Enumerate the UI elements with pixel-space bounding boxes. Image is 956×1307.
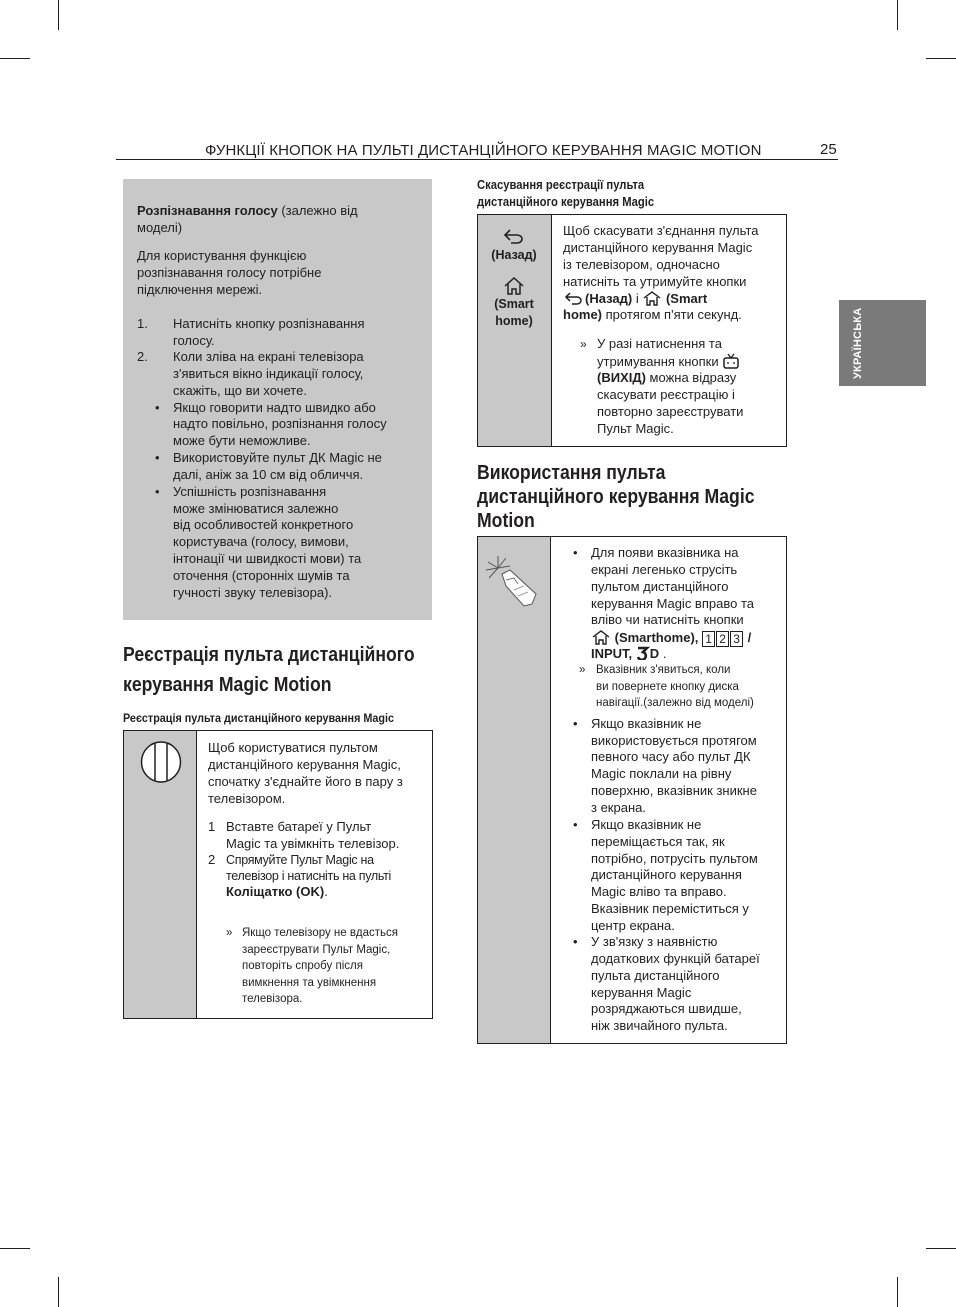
voice-bullet2: Використовуйте пульт ДК Magic не [173,450,382,465]
voice-bullet3: може змінюватися залежно [173,501,339,516]
usage-bullet4: керування Magic [591,985,692,1000]
usage-bullet4: додаткових функцій батареї [591,951,760,966]
usage-bullet3: переміщається так, як [591,834,725,849]
cancel-note: утримування кнопки [597,353,740,371]
usage-note: Вказівник з'явиться, коли [596,664,731,676]
voice-intro: підключення мережі. [137,282,263,297]
back-icon [563,291,585,305]
usage-bullet3: Вказівник переміститься у [591,901,749,916]
voice-bullet1: Якщо говорити надто швидко або [173,400,376,415]
bullet: • [155,484,160,499]
usage-heading: дистанційного керування Magic [477,485,755,508]
cancel-desc: Щоб скасувати з'єднання пульта [563,223,759,238]
usage-bullet1: керування Magic вправо та [591,596,754,611]
usage-bullet1: вліво чи натисніть кнопки [591,612,744,627]
step-number: 1 [208,819,216,834]
home-label: (Smart [494,297,534,311]
usage-heading: Motion [477,509,535,532]
step-number: 2. [137,349,148,364]
voice-bullet3: гучності звуку телевізора). [173,585,333,600]
step-number: 1. [137,316,148,331]
cancel-desc: натисніть та утримуйте кнопки [563,274,747,289]
language-tab-label: УКРАЇНСЬКА [852,307,864,379]
voice-title-line: моделі) [137,220,183,235]
crop-mark [58,0,59,30]
cancel-note: (ВИХІД) можна відразу [597,370,737,385]
page-number: 25 [820,141,837,158]
registration-note: повторіть спробу після [242,960,363,972]
usage-bullet2: використовується протягом [591,733,757,748]
home-icon [642,290,662,306]
registration-desc: Щоб користуватися пультом [208,740,378,755]
registration-note: телевізора. [242,993,303,1005]
crop-mark [926,58,956,59]
cancel-subheading: Скасування реєстрації пульта [477,178,645,192]
crop-mark [58,1277,59,1307]
home-label: home) [495,314,533,328]
voice-bullet3: інтонації чи швидкості мови) та [173,551,362,566]
voice-step1: голосу. [173,333,215,348]
voice-intro: розпізнавання голосу потрібне [137,265,322,280]
note-mark: » [226,927,233,939]
registration-step2: телевізор і натисніть на пульті [226,869,392,883]
crop-mark [897,1277,898,1307]
voice-bullet3: оточення (сторонніх шумів та [173,568,350,583]
usage-note: ви повернете кнопку диска [596,681,739,693]
voice-bullet1: надто повільно, розпізнання голосу [173,416,387,431]
icon-column [478,537,551,1043]
usage-bullet1-keys: (Smarthome), 1 2 3 / [591,629,751,647]
registration-step2: Спрямуйте Пульт Magic на [226,853,374,867]
bullet: • [155,450,160,465]
bullet: • [573,545,578,560]
voice-intro: Для користування функцією [137,248,307,263]
usage-bullet4: розряджаються швидше, [591,1001,742,1016]
voice-step1: Натисніть кнопку розпізнавання [173,316,365,331]
home-icon [503,276,525,296]
bullet: • [573,934,578,949]
wheel-ok-icon [139,740,183,784]
voice-title-line: Розпізнавання голосу (залежно від [137,203,358,218]
voice-step2: Коли зліва на екрані телевізора [173,349,364,364]
bullet: • [573,817,578,832]
usage-heading: Використання пульта [477,461,666,484]
usage-bullet4: У зв'язку з наявністю [591,934,718,949]
usage-note: навігації.(залежно від моделі) [596,697,754,709]
registration-heading: Реєстрація пульта дистанційного [123,643,415,666]
usage-bullet4: пульта дистанційного [591,968,720,983]
key-3: 3 [730,631,743,647]
running-header: ФУНКЦІЇ КНОПОК НА ПУЛЬТІ ДИСТАНЦІЙНОГО КЕРУВАННЯ MAGIC MOTION [205,142,762,159]
key-2: 2 [716,631,729,647]
usage-bullet3: дистанційного керування [591,867,742,882]
bullet: • [155,400,160,415]
voice-step2: скажіть, що ви хочете. [173,383,307,398]
cancel-note: Пульт Magic. [597,421,674,436]
back-label: (Назад) [491,248,537,262]
registration-step1: Magic та увімкніть телевізор. [226,836,400,851]
cancel-subheading: дистанційного керування Magic [477,195,655,209]
registration-note: вимкнення та увімкнення [242,977,377,989]
cancel-desc: дистанційного керування Magic [563,240,753,255]
registration-desc: дистанційного керування Magic, [208,757,401,772]
usage-bullet3: Magic вліво та вправо. [591,884,727,899]
cancel-desc: home) протягом п'яти секунд. [563,307,742,322]
key-1: 1 [702,631,715,647]
usage-bullet1: пультом дистанційного [591,579,729,594]
registration-heading: керування Magic Motion [123,673,332,696]
crop-mark [0,1248,30,1249]
exit-icon [722,353,740,369]
usage-bullet4: ніж звичайного пульта. [591,1018,728,1033]
step-number: 2 [208,852,216,867]
crop-mark [0,58,30,59]
note-mark: » [580,337,587,351]
header-rule [116,159,838,160]
cancel-desc-buttons: (Назад) і (Smart [563,290,707,308]
voice-bullet3: від особливостей конкретного [173,517,354,532]
language-tab [839,300,926,386]
voice-bullet3: користувача (голосу, вимови, [173,534,349,549]
usage-bullet3: центр екрана. [591,918,675,933]
usage-bullet2: з екрана. [591,800,646,815]
home-icon [591,629,611,645]
usage-bullet2: поверхню, вказівник зникне [591,783,757,798]
usage-bullet3: Якщо вказівник не [591,817,702,832]
usage-bullet2: Якщо вказівник не [591,716,702,731]
crop-mark [897,0,898,30]
bullet: • [573,716,578,731]
back-icon [502,227,526,245]
voice-bullet2: далі, аніж за 10 см від обличчя. [173,467,364,482]
shake-remote-icon [484,550,544,610]
registration-desc: телевізором. [208,791,286,806]
usage-bullet2: Magic поклали на рівну [591,766,732,781]
voice-step2: з'явиться вікно індикації голосу, [173,366,364,381]
usage-bullet2: певного часу або пульт ДК [591,749,751,764]
registration-note: зареєструвати Пульт Magic, [242,944,391,956]
voice-bullet3: Успішність розпізнавання [173,484,327,499]
registration-subheading: Реєстрація пульта дистанційного керування Magic [123,711,394,725]
voice-bullet1: може бути неможливе. [173,433,311,448]
registration-step2: Коліщатко (OK). [226,884,328,899]
crop-mark [926,1248,956,1249]
cancel-note: У разі натиснення та [597,336,722,351]
registration-desc: спочатку з'єднайте його в пару з [208,774,403,789]
usage-bullet3: потрібно, потрусіть пультом [591,851,758,866]
usage-bullet1: екрані легенько струсіть [591,562,738,577]
usage-bullet1: Для появи вказівника на [591,545,739,560]
cancel-note: скасувати реєстрацію і [597,387,735,402]
registration-note: Якщо телевізору не вдасться [242,927,398,939]
usage-bullet1-input: INPUT, D . [591,646,667,661]
cancel-desc: із телевізором, одночасно [563,257,720,272]
note-mark: » [579,664,586,676]
3d-icon [636,646,650,660]
registration-step1: Вставте батареї у Пульт [226,819,372,834]
cancel-note: повторно зареєструвати [597,404,744,419]
